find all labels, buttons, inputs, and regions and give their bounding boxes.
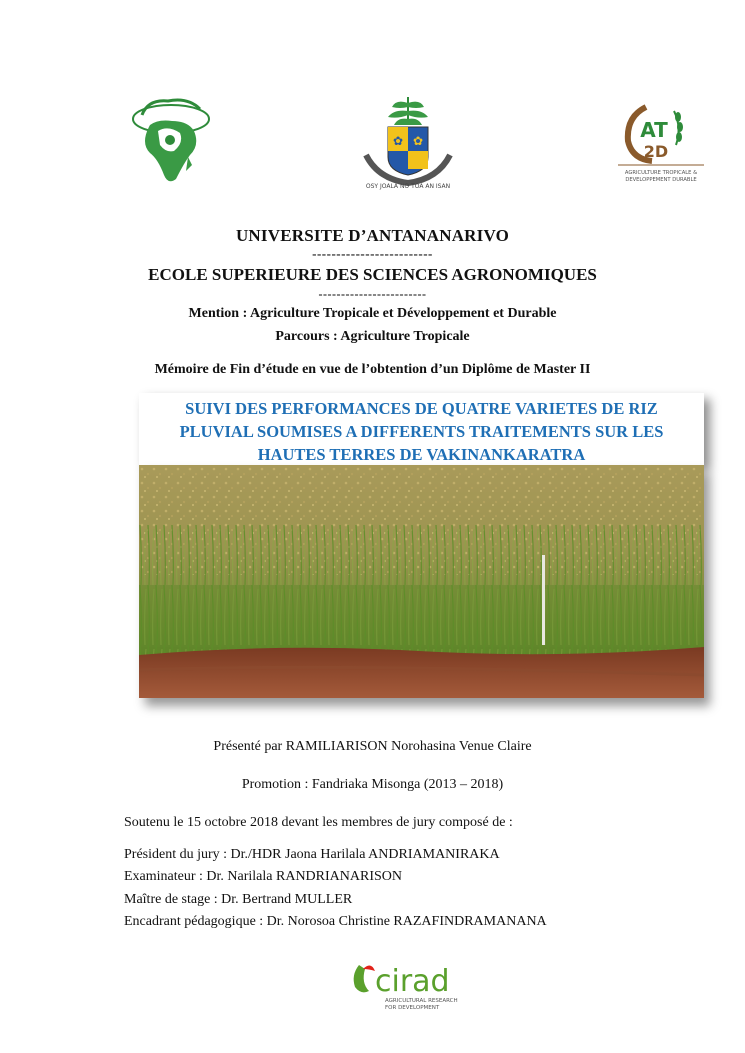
thesis-title-line: HAUTES TERRES DE VAKINANKARATRA	[257, 445, 586, 464]
jury-member: Président du jury : Dr./HDR Jaona Harilala ANDRIAMANIRAKA	[124, 847, 500, 862]
svg-text:FOR DEVELOPMENT: FOR DEVELOPMENT	[385, 1005, 440, 1011]
svg-text:2D: 2D	[643, 142, 669, 161]
separator-line: ------------------------	[318, 287, 427, 301]
rice-field-photo	[139, 465, 704, 698]
jury-member: Encadrant pédagogique : Dr. Norosoa Christine RAZAFINDRAMANANA	[124, 914, 547, 929]
university-name: UNIVERSITE D’ANTANANARIVO	[235, 226, 510, 245]
thesis-title	[139, 393, 704, 465]
promotion-line: Promotion : Fandriaka Misonga (2013 – 2018)	[241, 777, 504, 792]
jury-member: Maître de stage : Dr. Bertrand MULLER	[124, 892, 353, 907]
svg-text:cirad: cirad	[375, 964, 450, 999]
school-name: ECOLE SUPERIEURE DES SCIENCES AGRONOMIQUES	[148, 265, 597, 284]
cirad-logo	[349, 957, 461, 1013]
svg-text:AGRICULTURE TROPICALE &: AGRICULTURE TROPICALE &	[624, 170, 698, 176]
mention-line: Mention : Agriculture Tropicale et Développement et Durable	[188, 306, 557, 321]
university-crest-logo	[358, 95, 458, 190]
thesis-title-line: SUIVI DES PERFORMANCES DE QUATRE VARIETES DE RIZ	[185, 399, 658, 418]
memoire-line: Mémoire de Fin d’étude en vue de l’obtention d’un Diplôme de Master II	[154, 362, 591, 377]
presented-by: Présenté par RAMILIARISON Norohasina Venue Claire	[213, 739, 532, 754]
svg-text:AGRICULTURAL RESEARCH: AGRICULTURAL RESEARCH	[385, 998, 458, 1004]
svg-text:✿: ✿	[412, 134, 424, 148]
africa-map-logo	[128, 95, 214, 187]
jury-member: Examinateur : Dr. Narilala RANDRIANARISON	[124, 869, 403, 884]
defense-intro: Soutenu le 15 octobre 2018 devant les membres de jury composé de :	[124, 815, 513, 830]
thesis-title-line: PLUVIAL SOUMISES A DIFFERENTS TRAITEMENTS SUR LES	[179, 422, 664, 441]
svg-text:OSY JOALA NO TOA AN ISAN: OSY JOALA NO TOA AN ISAN	[365, 183, 451, 190]
separator-line: -------------------------	[312, 246, 433, 261]
parcours-line: Parcours : Agriculture Tropicale	[275, 329, 470, 344]
svg-text:✿: ✿	[392, 134, 404, 148]
at2d-logo	[616, 97, 706, 189]
svg-text:DEVELOPPEMENT DURABLE: DEVELOPPEMENT DURABLE	[625, 177, 697, 183]
svg-text:AT: AT	[640, 118, 668, 142]
